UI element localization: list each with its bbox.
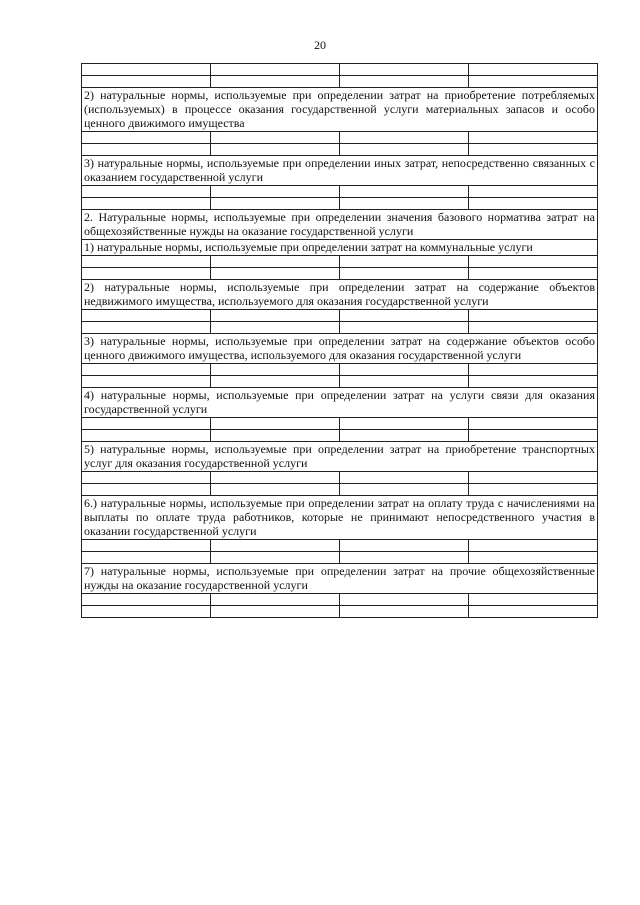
table-row [82,540,598,552]
section-row [82,334,598,364]
table-row [82,76,598,88]
table-row [82,322,598,334]
section-text: 4) натуральные нормы, используемые при определении затрат на услуги связи для оказания государственной услуги [82,388,598,418]
table-row [82,430,598,442]
table-row [82,472,598,484]
section-text: 3) натуральные нормы, используемые при определении иных затрат, непосредственно связанных с оказанием государственной услуги [82,156,598,186]
section-text: 2) натуральные нормы, используемые при определении затрат на содержание объектов недвижимого имущества, используемого для оказания государственной услуги [82,280,598,310]
section-row [82,496,598,540]
table-row [82,552,598,564]
table-row [82,364,598,376]
section-row [82,564,598,594]
section-row [82,210,598,240]
table-row [82,484,598,496]
table-row [82,186,598,198]
norms-table [81,63,598,618]
table-row [82,594,598,606]
section-row [82,156,598,186]
table-row [82,418,598,430]
section-row [82,280,598,310]
section-row [82,442,598,472]
table-row [82,606,598,618]
table-row [82,256,598,268]
section-text: 3) натуральные нормы, используемые при определении затрат на содержание объектов особо ценного движимого имущества, используемого для оказания государственной услуги [82,334,598,364]
table-row [82,64,598,76]
section-row [82,388,598,418]
section-text: 2) натуральные нормы, используемые при определении затрат на приобретение потребляемых (используемых) в процессе оказания государственной услуги материальных запасов и особо ценного движимого имущества [82,88,598,132]
section-text: 6.) натуральные нормы, используемые при определении затрат на оплату труда с начислениями на выплаты по оплате труда работников, которые не принимают непосредственного участия в оказании государственной услуги [82,496,598,540]
table-row [82,376,598,388]
section-row [82,88,598,132]
table-row [82,268,598,280]
section-text: 1) натуральные нормы, используемые при определении затрат на коммунальные услуги [82,240,598,256]
section-row [82,240,598,256]
page-number: 20 [314,38,326,52]
table-row [82,198,598,210]
table-row [82,132,598,144]
table-row [82,144,598,156]
section-text: 7) натуральные нормы, используемые при определении затрат на прочие общехозяйственные нужды на оказание государственной услуги [82,564,598,594]
section-text: 5) натуральные нормы, используемые при определении затрат на приобретение транспортных услуг для оказания государственной услуги [82,442,598,472]
section-heading: 2. Натуральные нормы, используемые при определении значения базового норматива затрат на общехозяйственные нужды на оказание государственной услуги [82,210,598,240]
table-row [82,310,598,322]
